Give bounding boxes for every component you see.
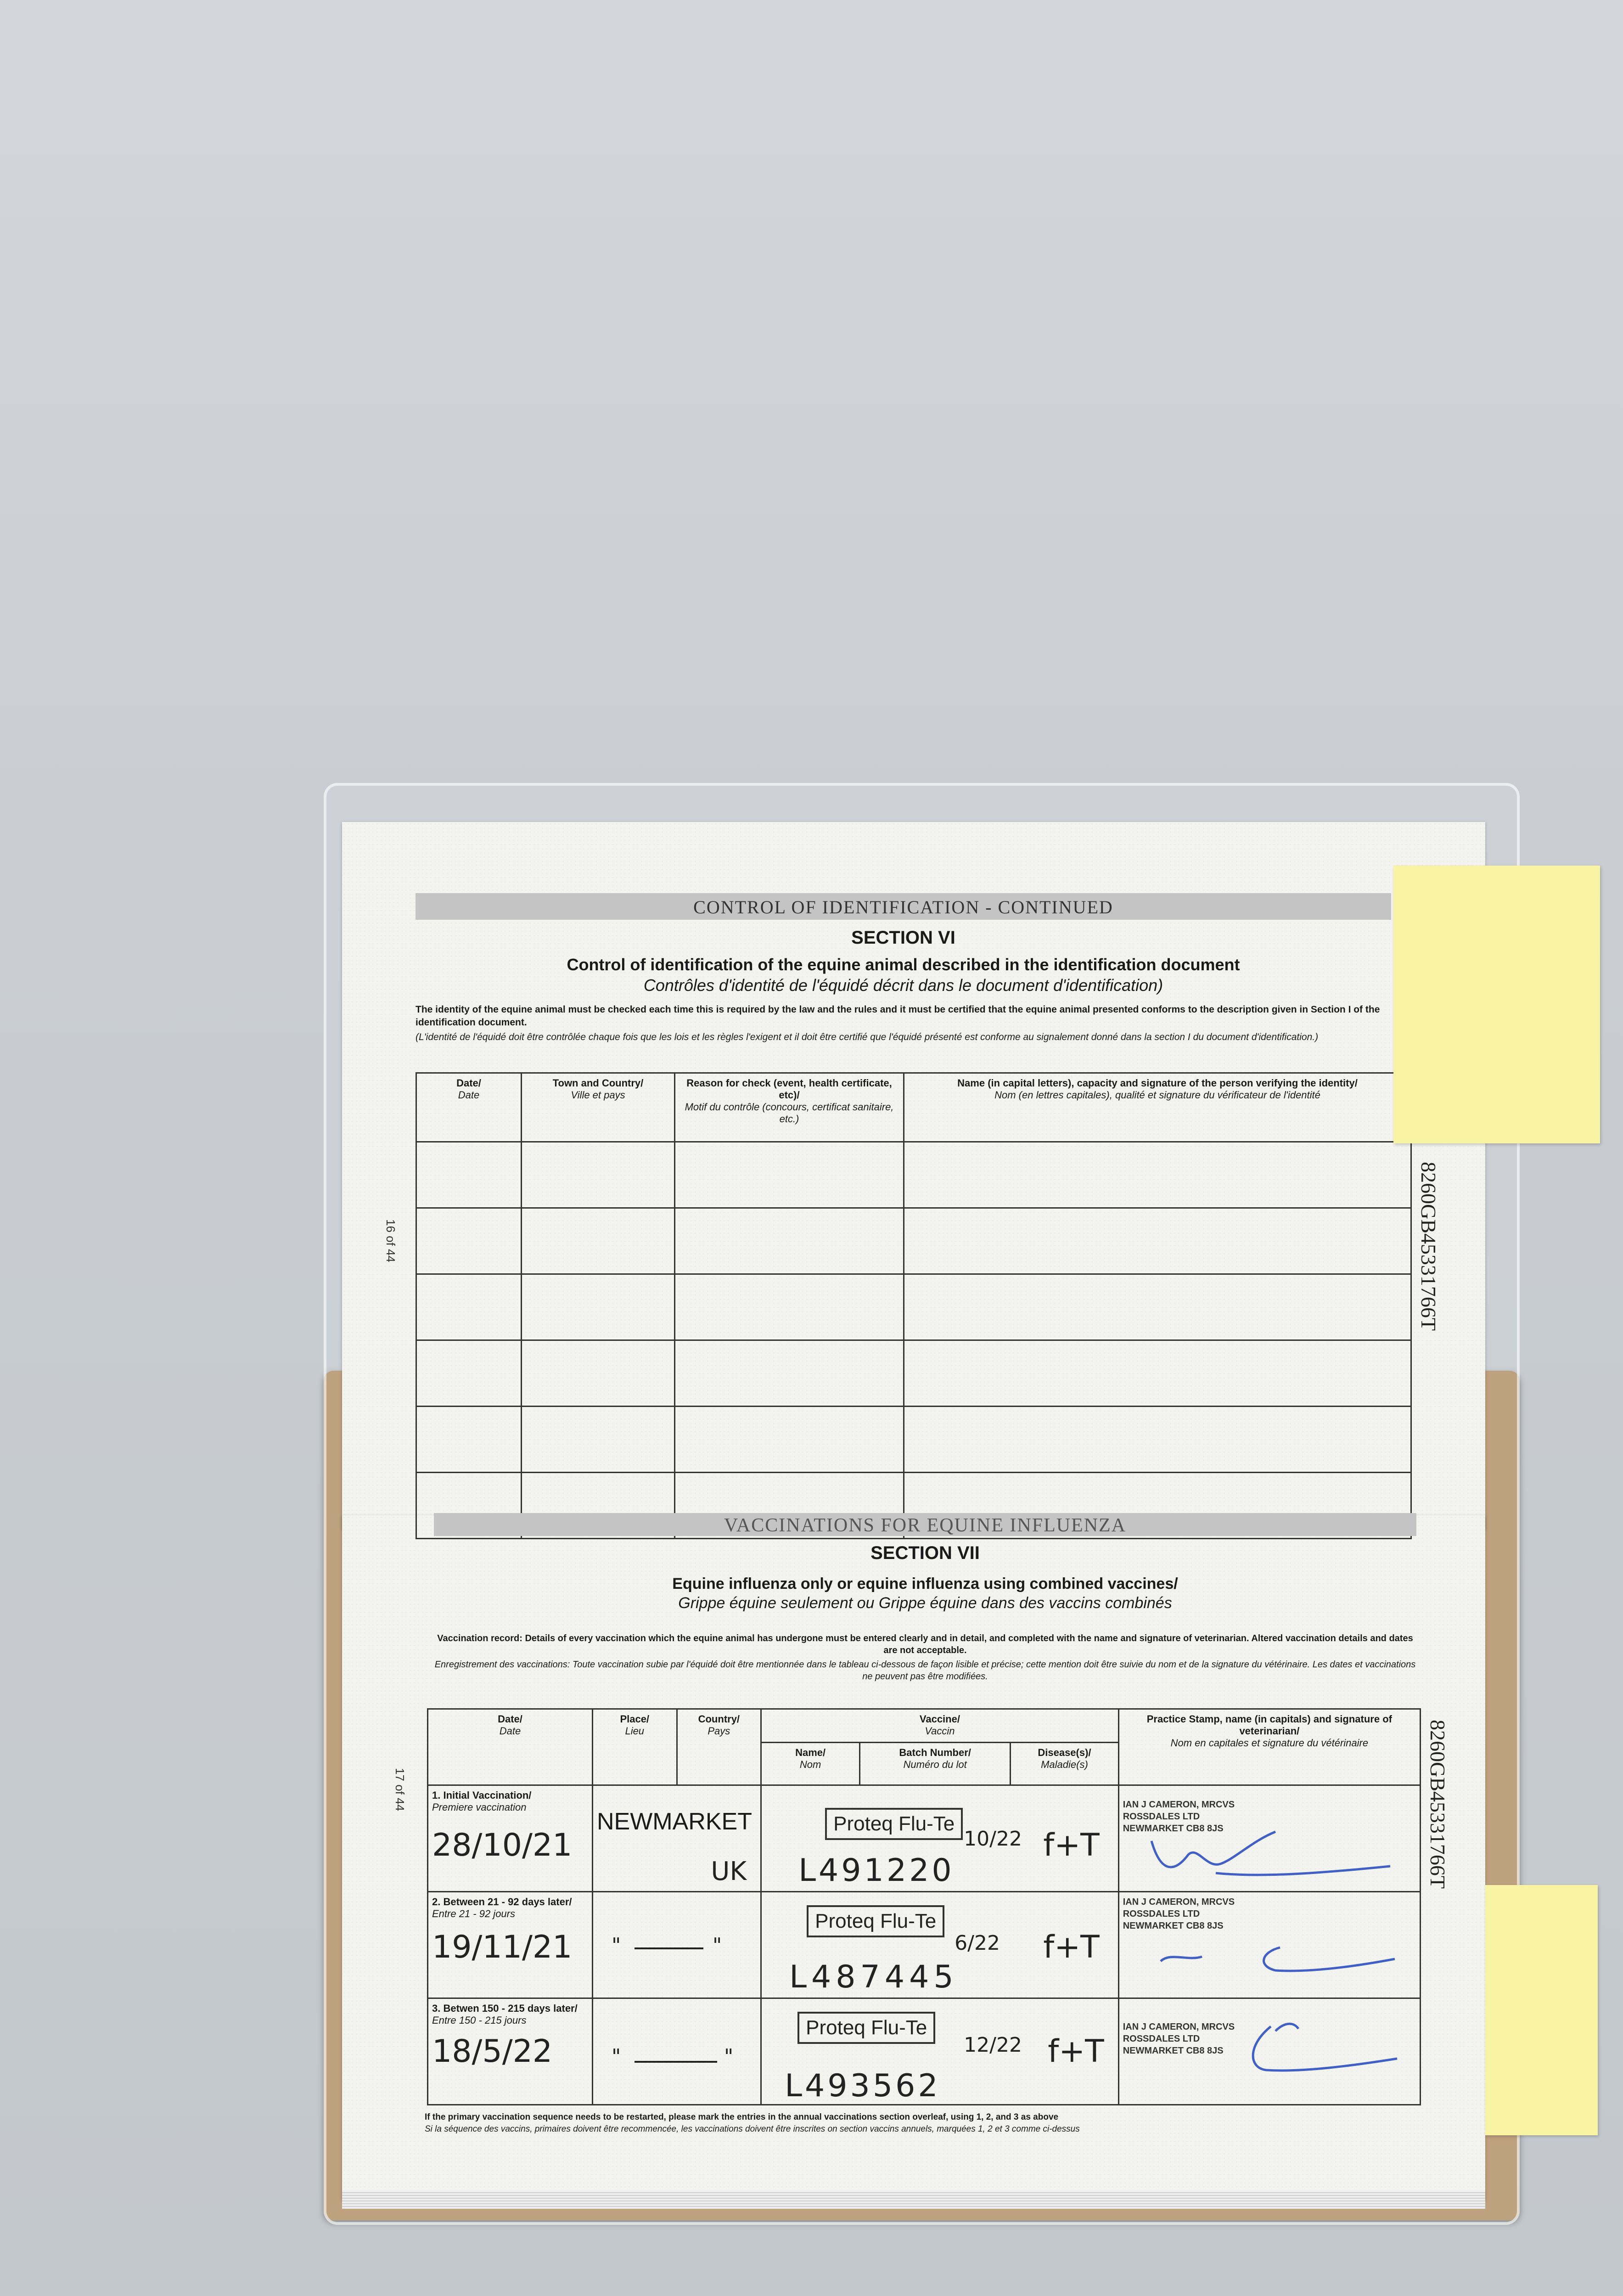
vet-stamp: IAN J CAMERON, MRCVS ROSSDALES LTD NEWMARKET CB8 8JS bbox=[1123, 2021, 1235, 2056]
col-town-country: Town and Country/ Ville et pays bbox=[522, 1073, 675, 1142]
vaccine-name-stamp: Proteq Flu-Te bbox=[797, 2012, 935, 2044]
col-name-signature: Name (in capital letters), capacity and signature of the person verifying the identity/ Nom (en lettres capitales), qualité et signature du vérificateur de l'identité bbox=[904, 1073, 1411, 1142]
vaccination-date: 18/5/22 bbox=[432, 2033, 553, 2070]
batch-number: L493562 bbox=[785, 2068, 941, 2104]
table-row bbox=[416, 1208, 1411, 1274]
vet-stamp: IAN J CAMERON, MRCVS ROSSDALES LTD NEWMARKET CB8 8JS bbox=[1123, 1800, 1235, 1834]
table-row bbox=[416, 1142, 1411, 1208]
batch-expiry: 10/22 bbox=[964, 1827, 1022, 1851]
place-value: " bbox=[611, 1933, 621, 1957]
ditto-line bbox=[635, 1947, 703, 1949]
disease-value: f+T bbox=[1048, 2033, 1104, 2070]
disease-value: f+T bbox=[1043, 1929, 1100, 1965]
batch-number: L491220 bbox=[798, 1852, 955, 1889]
section-title-fr: Contrôles d'identité de l'équidé décrit dans le document d'identification) bbox=[643, 976, 1163, 995]
vaccine-name-stamp: Proteq Flu-Te bbox=[825, 1808, 963, 1840]
col-vaccine: Vaccine/ Vaccin bbox=[761, 1709, 1119, 1743]
date-cell: 2. Between 21 - 92 days later/ Entre 21 - 92 jours 19/11/21 bbox=[428, 1891, 593, 1998]
record-label: Vaccination record: bbox=[437, 1633, 522, 1643]
vaccine-cell bbox=[761, 1998, 1119, 2105]
vaccination-table bbox=[427, 1708, 1421, 2105]
vet-stamp: IAN J CAMERON, MRCVS ROSSDALES LTD NEWMARKET CB8 8JS bbox=[1123, 1896, 1235, 1931]
vet-signature bbox=[1239, 2013, 1399, 2077]
passport-number: 8260GB45331766T bbox=[1417, 1162, 1440, 1331]
date-cell: 1. Initial Vaccination/ Premiere vaccination 28/10/21 bbox=[428, 1785, 593, 1892]
table-row bbox=[416, 1407, 1411, 1473]
table-row bbox=[416, 1274, 1411, 1340]
record-text: Details of every vaccination which the equine animal has undergone must be entered clearly and in detail, and completed with the name and signature of veterinarian. Altered vaccination details and dates are not acceptable. bbox=[525, 1633, 1413, 1655]
col-vaccine-name: Name/ Nom bbox=[761, 1743, 860, 1785]
page-number: 16 of 44 bbox=[384, 1219, 398, 1262]
passport-number: 8260GB45331766T bbox=[1426, 1720, 1449, 1889]
place-country-cell bbox=[592, 1785, 761, 1892]
vaccination-record-note bbox=[434, 1632, 1416, 1656]
col-disease: Disease(s)/ Maladie(s) bbox=[1011, 1743, 1119, 1785]
vaccine-cell bbox=[761, 1891, 1119, 1998]
col-reason: Reason for check (event, health certificate, etc)/ Motif du contrôle (concours, certificat sanitaire, etc.) bbox=[675, 1073, 904, 1142]
place-country-cell bbox=[592, 1891, 761, 1998]
section-banner: CONTROL OF IDENTIFICATION - CONTINUED bbox=[416, 893, 1391, 920]
footnote: If the primary vaccination sequence needs to be restarted, please mark the entries in the annual vaccinations section overleaf, using 1, 2, and 3 as above bbox=[425, 2112, 1059, 2122]
vet-stamp-cell bbox=[1118, 1998, 1420, 2105]
table-row bbox=[416, 1340, 1411, 1407]
col-date: Date/ Date bbox=[416, 1073, 522, 1142]
section-title: Control of identification of the equine animal described in the identification document bbox=[567, 955, 1240, 974]
vaccine-name-stamp: Proteq Flu-Te bbox=[807, 1905, 944, 1937]
col-country: Country/ Pays bbox=[677, 1709, 761, 1785]
col-date: Date/ Date bbox=[428, 1709, 593, 1785]
section-heading: SECTION VI bbox=[851, 928, 955, 948]
ditto-line bbox=[635, 2061, 717, 2063]
table-row bbox=[428, 1998, 1421, 2105]
col-practice-stamp: Practice Stamp, name (in capitals) and signature of veterinarian/ Nom en capitales et signature du vétérinaire bbox=[1118, 1709, 1420, 1785]
col-batch-number: Batch Number/ Numéro du lot bbox=[860, 1743, 1011, 1785]
section-title: Equine influenza only or equine influenza using combined vaccines/ bbox=[672, 1575, 1178, 1593]
place-value: " bbox=[611, 2044, 621, 2068]
identity-check-table bbox=[416, 1072, 1412, 1539]
table-row bbox=[428, 1891, 1421, 1998]
country-value: " bbox=[724, 2044, 734, 2068]
section-banner: VACCINATIONS FOR EQUINE INFLUENZA bbox=[434, 1513, 1416, 1536]
vet-stamp-cell bbox=[1118, 1891, 1420, 1998]
batch-expiry: 6/22 bbox=[955, 1931, 1000, 1955]
vaccination-record-note-fr: Enregistrement des vaccinations: Toute vaccination subie par l'équidé doit être mentionnée dans le tableau ci-dessous de façon lisible et précise; cette mention doit être suivie du nom et de la signature du vétérinaire. Les dates et vaccinations ne peuvent pas être modifiées. bbox=[434, 1660, 1416, 1682]
vet-signature bbox=[1151, 1920, 1399, 1975]
instructions: The identity of the equine animal must be checked each time this is required by the law and the rules and it must be certified that the equine animal presented conforms to the description given in Section I of the identification document. bbox=[416, 1004, 1380, 1028]
country-value: " bbox=[712, 1933, 722, 1957]
instructions-fr: (L'identité de l'équidé doit être contrôlée chaque fois que les lois et les règles l'exigent et il doit être certifié que l'équidé présenté est conforme au signalement donné dans la section I du document d'identification.) bbox=[416, 1032, 1319, 1042]
vaccination-date: 28/10/21 bbox=[432, 1827, 573, 1863]
col-place: Place/ Lieu bbox=[592, 1709, 677, 1785]
page-number: 17 of 44 bbox=[393, 1768, 407, 1811]
place-stamp: NEWMARKET bbox=[596, 1808, 752, 1835]
vaccine-cell bbox=[761, 1785, 1119, 1892]
table-row bbox=[428, 1785, 1421, 1892]
date-cell: 3. Betwen 150 - 215 days later/ Entre 150 - 215 jours 18/5/22 bbox=[428, 1998, 593, 2105]
vaccination-date: 19/11/21 bbox=[432, 1929, 573, 1965]
sticky-note bbox=[1485, 1885, 1598, 2135]
footnote-fr: Si la séquence des vaccins, primaires doivent être recommencée, les vaccinations doivent être inscrites on section vaccins annuels, marquées 1, 2 et 3 comme ci-dessus bbox=[425, 2124, 1080, 2134]
page-edges bbox=[342, 2190, 1485, 2209]
disease-value: f+T bbox=[1043, 1827, 1100, 1863]
batch-number: L487445 bbox=[789, 1958, 958, 1995]
place-country-cell bbox=[592, 1998, 761, 2105]
vet-stamp-cell bbox=[1118, 1785, 1420, 1892]
vet-signature bbox=[1147, 1823, 1395, 1882]
batch-expiry: 12/22 bbox=[964, 2033, 1022, 2057]
section-heading: SECTION VII bbox=[870, 1543, 980, 1563]
sticky-note bbox=[1393, 866, 1600, 1143]
section-title-fr: Grippe équine seulement ou Grippe équine dans des vaccins combinés bbox=[678, 1594, 1172, 1612]
country-value: UK bbox=[711, 1856, 747, 1886]
table-header-row bbox=[416, 1073, 1411, 1142]
